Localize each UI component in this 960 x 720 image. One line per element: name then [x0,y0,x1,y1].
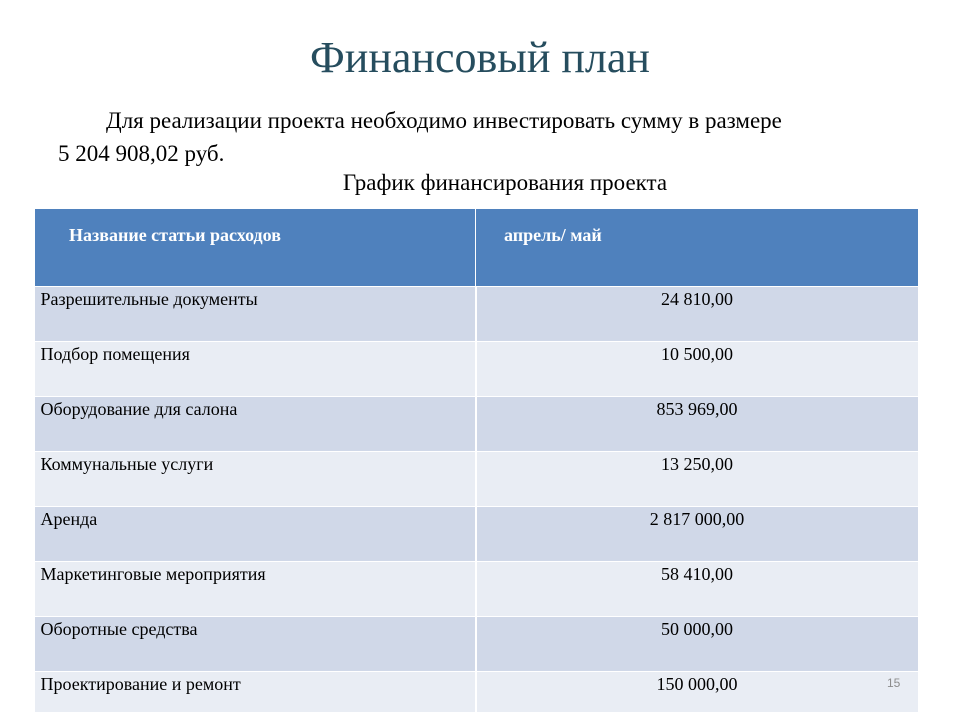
table-row [35,342,919,397]
table-row [35,672,919,713]
table-row [35,507,919,562]
amount-cell: 24 810,00 [476,287,919,342]
amount-cell: 150 000,00 [476,672,919,713]
amount-cell: 13 250,00 [476,452,919,507]
table-row [35,452,919,507]
amount-cell: 2 817 000,00 [476,507,919,562]
intro-line-1: Для реализации проекта необходимо инвестировать сумму в размере [106,108,782,133]
amount-cell: 853 969,00 [476,397,919,452]
expense-item-cell: Коммунальные услуги [35,452,476,507]
expense-item-cell: Подбор помещения [35,342,476,397]
table-header-row [35,209,919,287]
page-number: 15 [887,676,901,690]
table-row [35,397,919,452]
financing-table [34,208,920,713]
expense-item-cell: Оборотные средства [35,617,476,672]
table-row [35,562,919,617]
amount-cell: 50 000,00 [476,617,919,672]
expense-item-cell: Маркетинговые мероприятия [35,562,476,617]
intro-paragraph [58,104,908,170]
amount-cell: 10 500,00 [476,342,919,397]
amount-cell: 58 410,00 [476,562,919,617]
expense-item-cell: Разрешительные документы [35,287,476,342]
column-header-period: апрель/ май [476,209,919,287]
expense-item-cell: Проектирование и ремонт [35,672,476,713]
table-caption: График финансирования проекта [342,170,668,195]
table-row [35,287,919,342]
intro-line-2: 5 204 908,02 руб. [58,141,225,166]
expense-item-cell: Оборудование для салона [35,397,476,452]
table-row [35,617,919,672]
column-header-item: Название статьи расходов [35,209,476,287]
slide-title: Финансовый план [310,33,650,82]
expense-item-cell: Аренда [35,507,476,562]
